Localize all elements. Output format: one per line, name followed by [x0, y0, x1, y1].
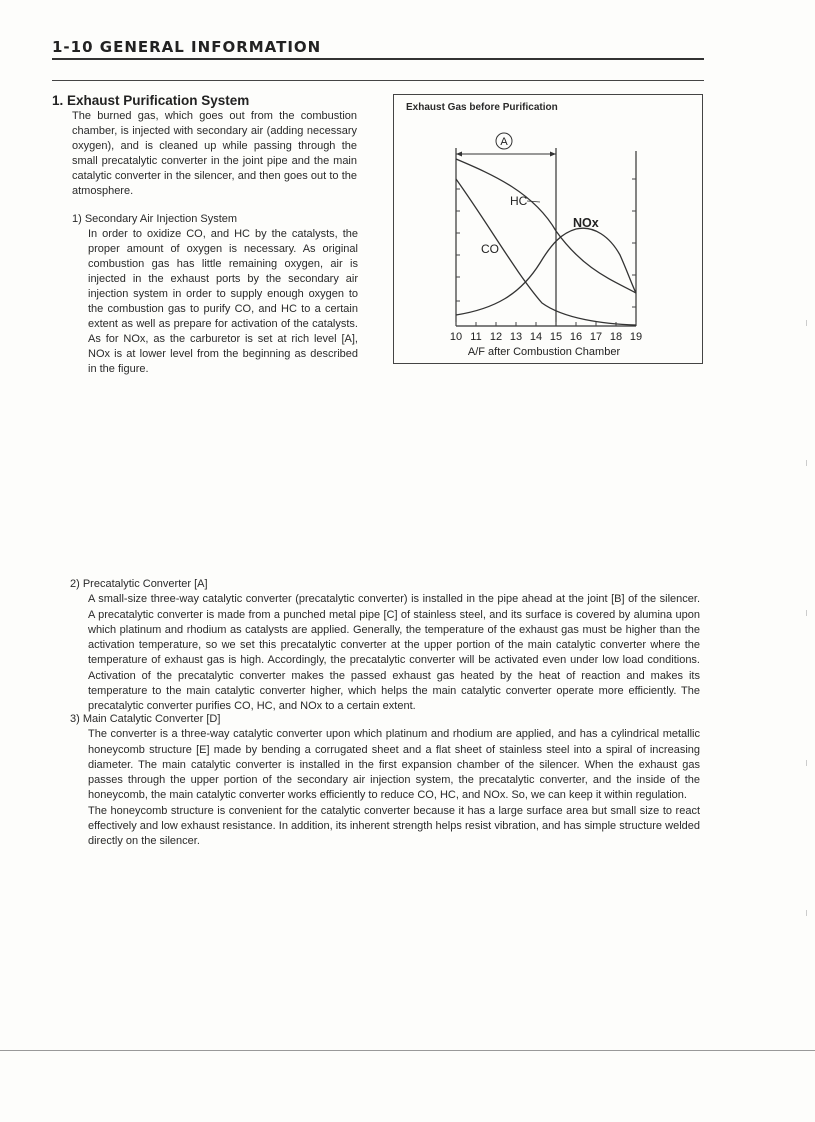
subsection2-title: 2) Precatalytic Converter [A]	[70, 578, 208, 590]
page-header	[52, 38, 702, 56]
co-label: CO	[481, 242, 499, 256]
tick-label: 17	[589, 331, 603, 343]
left-axis-ticks	[456, 189, 460, 301]
subsection3	[70, 712, 700, 850]
tick-label: 10	[449, 331, 463, 343]
scan-mark	[806, 910, 807, 916]
page-title: 1-10 GENERAL INFORMATION	[52, 38, 322, 56]
x-axis-label: A/F after Combustion Chamber	[467, 346, 621, 358]
figure-graph	[394, 95, 702, 363]
dimension-arrow-left	[456, 152, 462, 157]
nox-label: NOx	[573, 216, 599, 230]
subsection3-title: 3) Main Catalytic Converter [D]	[70, 713, 221, 725]
section-title: 1. Exhaust Purification System	[52, 93, 250, 108]
x-tick-labels	[450, 331, 642, 343]
scan-mark	[806, 760, 807, 766]
subsection3-body1: The converter is a three-way catalytic converter upon which platinum and rhodium are applied, and has a cylindrical metallic honeycomb structure [E] made by bending a corrugated sheet and a flat sheet of stainless steel into a spiral of increasing diameter. The main catalytic converter is installed in the first expansion chamber of the silencer. When the exhaust gas passes through the upper portion of the secondary air injection system, the precatalytic converter, and the inside of the honeycomb, the main catalytic converter works efficiently to reduce CO, HC, and NOx. So, we can keep it within regulation.	[88, 728, 700, 802]
tick-label: 13	[509, 331, 523, 343]
marker-a-label: A	[500, 136, 508, 148]
tick-label: 12	[489, 331, 503, 343]
section-intro: The burned gas, which goes out from the combustion chamber, is injected with secondary air (adding necessary oxygen), and is cleaned up while passing through the small precatalytic converter in the joint pipe and the main catalytic converter in the silencer, and then goes out to the atmosphere.	[72, 110, 357, 197]
exhaust-gas-figure	[393, 94, 703, 364]
figure-title: Exhaust Gas before Purification	[406, 102, 558, 113]
subsection1-title: 1) Secondary Air Injection System	[72, 213, 238, 225]
tick-label: 15	[549, 331, 563, 343]
section-rule	[52, 80, 704, 81]
tick-label: 14	[529, 331, 543, 343]
tick-label: 16	[569, 331, 583, 343]
subsection2	[70, 577, 700, 715]
bottom-rule	[0, 1050, 815, 1051]
scan-mark	[806, 610, 807, 616]
dimension-arrow-right	[550, 152, 556, 157]
hc-curve	[456, 159, 636, 293]
tick-label: 18	[609, 331, 623, 343]
subsection2-body: A small-size three-way catalytic converter (precatalytic converter) is installed in the pipe ahead at the joint [B] of the silencer. A precatalytic converter is made from a punched metal pipe [C] of stainless steel, and its surface is covered by alumina upon which platinum and rhodium as catalysts are applied. Generally, the temperature of the exhaust gas must be higher than the activation temperature, so we set this precatalytic converter at the upper portion of the main catalytic converter where the temperature of exhaust gas is high. Accordingly, the precatalytic converter will be activated even under low load conditions. Activation of the precatalytic converter makes the passed exhaust gas heated by the heat of reaction and makes its temperature to the main catalytic converter higher, which helps the main catalytic converter operate more efficiently. The precatalytic converter purifies CO, HC, and NOx to a certain extent.	[88, 593, 700, 713]
hc-label: HC	[510, 194, 528, 208]
hc-leader	[527, 201, 540, 202]
scan-mark	[806, 320, 807, 326]
subsection1-body: In order to oxidize CO, and HC by the catalysts, the proper amount of oxygen is necessary. As original combustion gas has little remaining oxygen, air is injected in the exhaust ports by the secondary air injection system in order to supply enough oxygen to the combustion gas to purify CO, and HC to a certain extent as well as prepare for activation of the catalysts. As for NOx, as the carburetor is set at rich level [A], NOx is at lower level from the beginning as described in the figure.	[88, 228, 358, 375]
tick-label: 19	[629, 331, 643, 343]
scan-mark	[806, 460, 807, 466]
header-rule	[52, 58, 704, 60]
subsection3-body2: The honeycomb structure is convenient for the catalytic converter because it has a large surface area but small size to react effectively and low exhaust resistance. In addition, its inherent strength helps resist vibration, and has simple structure welded directly on the silencer.	[88, 804, 700, 848]
tick-label: 11	[470, 331, 482, 343]
